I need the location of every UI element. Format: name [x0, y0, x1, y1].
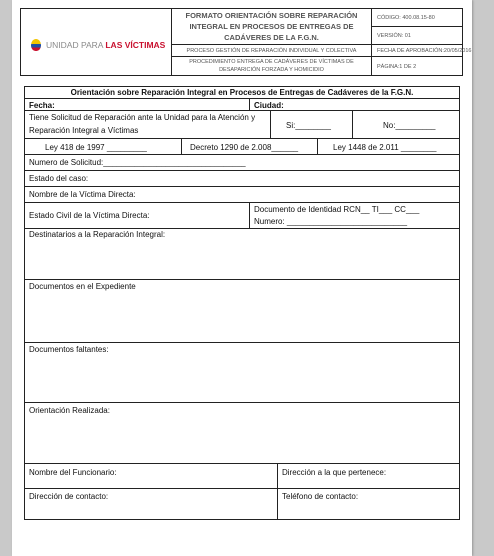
- orientacion-realizada-field[interactable]: Orientación Realizada:: [29, 406, 110, 415]
- row-divider: [24, 228, 460, 229]
- logo: UNIDAD PARA LAS VÍCTIMAS: [46, 40, 166, 50]
- ley-418-field[interactable]: Ley 418 de 1997 _________: [45, 143, 147, 152]
- fecha-label[interactable]: Fecha:: [29, 101, 55, 110]
- document-title: FORMATO ORIENTACIÓN SOBRE REPARACIÓN INTEGRAL EN PROCESOS DE ENTREGAS DE CADÁVERES DE LA F.G.N.: [185, 11, 358, 42]
- procedure-label: PROCEDIMIENTO ENTREGA DE CADÁVERES DE VÍCTIMAS DE DESAPARICIÓN FORZADA Y HOMICIDIO: [189, 59, 354, 73]
- documentos-expediente-field[interactable]: Documentos en el Expediente: [29, 282, 136, 291]
- row-divider: [24, 170, 460, 171]
- estado-caso-field[interactable]: Estado del caso:: [29, 174, 89, 183]
- decreto-1290-field[interactable]: Decreto 1290 de 2.008______: [190, 143, 299, 152]
- nombre-victima-field[interactable]: Nombre de la Víctima Directa:: [29, 190, 136, 199]
- code-label: CÓDIGO: 400.08.15-80: [377, 15, 435, 21]
- row-divider: [24, 138, 460, 139]
- ciudad-label[interactable]: Ciudad:: [254, 101, 284, 110]
- direccion-contacto-field[interactable]: Dirección de contacto:: [29, 492, 109, 501]
- header-procedure-cell: [171, 56, 372, 76]
- row-divider: [24, 279, 460, 280]
- solicitud-question-line2: Reparación Integral a Víctimas: [29, 126, 139, 135]
- version-label: VERSIÓN: 01: [377, 33, 411, 39]
- si-field[interactable]: Si:________: [286, 121, 331, 130]
- documento-identidad-field[interactable]: Documento de Identidad RCN__ TI___ CC___: [254, 205, 420, 214]
- colombia-shield-icon: [31, 39, 41, 51]
- documentos-faltantes-field[interactable]: Documentos faltantes:: [29, 345, 109, 354]
- process-label: PROCESO GESTIÓN DE REPARACIÓN INDIVIDUAL Y COLECTIVA: [186, 48, 357, 54]
- column-divider: [249, 98, 250, 110]
- column-divider: [249, 202, 250, 228]
- row-divider: [24, 342, 460, 343]
- column-divider: [317, 138, 318, 154]
- approval-date-label: FECHA DE APROBACIÓN:20/05/2016: [377, 48, 472, 54]
- column-divider: [270, 110, 271, 138]
- column-divider: [352, 110, 353, 138]
- header-code-cell: [371, 8, 463, 27]
- no-field[interactable]: No:_________: [383, 121, 436, 130]
- direccion-pertenece-field[interactable]: Dirección a la que pertenece:: [282, 468, 387, 477]
- header-title-cell: [171, 8, 372, 45]
- ley-1448-field[interactable]: Ley 1448 de 2.011 ________: [333, 143, 437, 152]
- column-divider: [181, 138, 182, 154]
- row-divider: [24, 488, 460, 489]
- numero-documento-field[interactable]: Numero: ___________________________: [254, 217, 408, 226]
- row-divider: [24, 463, 460, 464]
- document-page: [12, 0, 472, 556]
- header-version-cell: [371, 26, 463, 45]
- solicitud-question-line1: Tiene Solicitud de Reparación ante la Unidad para la Atención y: [29, 113, 256, 122]
- row-divider: [24, 186, 460, 187]
- estado-civil-field[interactable]: Estado Civil de la Víctima Directa:: [29, 211, 150, 220]
- destinatarios-field[interactable]: Destinatarios a la Reparación Integral:: [29, 230, 166, 239]
- row-divider: [24, 98, 460, 99]
- numero-solicitud-field[interactable]: Numero de Solicitud:________________________________: [29, 158, 246, 167]
- column-divider: [277, 463, 278, 520]
- header-page-cell: [371, 56, 463, 76]
- row-divider: [24, 202, 460, 203]
- page-number-label: PÁGINA:1 DE 2: [377, 64, 417, 70]
- row-divider: [24, 402, 460, 403]
- telefono-contacto-field[interactable]: Teléfono de contacto:: [282, 492, 359, 501]
- row-divider: [24, 154, 460, 155]
- row-divider: [24, 110, 460, 111]
- nombre-funcionario-field[interactable]: Nombre del Funcionario:: [29, 468, 117, 477]
- form-title: Orientación sobre Reparación Integral en Procesos de Entregas de Cadáveres de la F.G.N.: [70, 88, 414, 97]
- header-logo-cell: [20, 8, 172, 76]
